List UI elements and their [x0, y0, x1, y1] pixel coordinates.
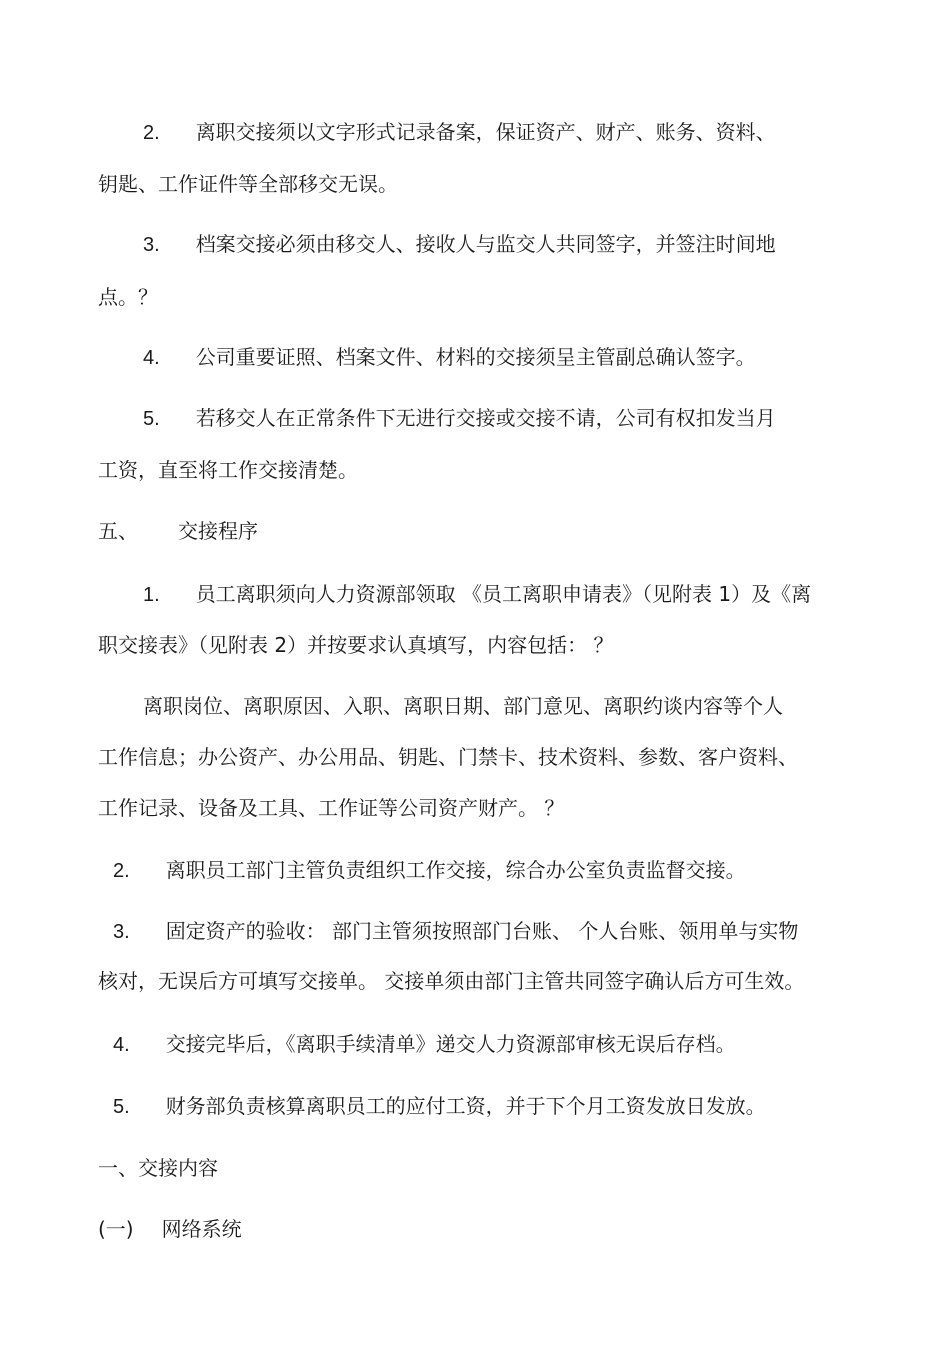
- procedure-para-line-1: 离职岗位、离职原因、入职、离职日期、部门意见、离职约谈内容等个人: [143, 694, 783, 718]
- procedure-4: [113, 1030, 893, 1059]
- subsection-heading-1: [98, 1215, 878, 1243]
- item-number: 4.: [113, 1034, 130, 1056]
- procedure-para-line-2: 工作信息；办公资产、办公用品、钥匙、门禁卡、技术资料、参数、客户资料、: [98, 745, 798, 769]
- procedure-2: [113, 856, 893, 885]
- item-4-line-1: [143, 343, 923, 372]
- section-number: 五、: [98, 519, 138, 543]
- item-number: 5.: [113, 1096, 130, 1118]
- item-text: 离职员工部门主管负责组织工作交接，综合办公室负责监督交接。: [165, 858, 746, 882]
- item-2-line-2: 钥匙、工作证件等全部移交无误。: [98, 172, 398, 196]
- item-number: 5.: [143, 408, 160, 430]
- item-3-line-1: [143, 230, 923, 259]
- item-text: 财务部负责核算离职员工的应付工资，并于下个月工资发放日发放。: [165, 1094, 766, 1118]
- procedure-para-line-3: 工作记录、设备及工具、工作证等公司资产财产。 ？: [98, 796, 565, 820]
- item-number: 3.: [143, 234, 160, 256]
- item-number: 4.: [143, 347, 160, 369]
- procedure-5: [113, 1092, 893, 1121]
- section-title: 交接程序: [178, 519, 258, 543]
- item-text: 交接完毕后，《离职手续清单》递交人力资源部审核无误后存档。: [165, 1032, 736, 1056]
- section-heading-1: 一、交接内容: [98, 1156, 218, 1180]
- item-number: 3.: [113, 921, 130, 943]
- procedure-3-line-2: 核对，无误后方可填写交接单。 交接单须由部门主管共同签字确认后方可生效。: [98, 969, 805, 993]
- item-text: 固定资产的验收： 部门主管须按照部门台账、 个人台账、领用单与实物: [165, 919, 799, 943]
- item-5-line-2: 工资，直至将工作交接清楚。: [98, 458, 358, 482]
- item-number: 2.: [143, 122, 160, 144]
- item-text: 若移交人在正常条件下无进行交接或交接不请，公司有权扣发当月: [195, 406, 776, 430]
- item-2-line-1: [143, 118, 923, 147]
- item-5-line-1: [143, 404, 923, 433]
- item-text: 档案交接必须由移交人、接收人与监交人共同签字，并签注时间地: [195, 232, 776, 256]
- subsection-title: 网络系统: [161, 1217, 242, 1241]
- section-heading-5: [98, 517, 878, 545]
- subsection-number: (一): [98, 1217, 134, 1241]
- item-text: 公司重要证照、档案文件、材料的交接须呈主管副总确认签字。: [195, 345, 756, 369]
- item-3-line-2: 点。？: [98, 285, 158, 309]
- procedure-3-line-1: [113, 917, 893, 946]
- item-number: 2.: [113, 860, 130, 882]
- item-text: 员工离职须向人力资源部领取 《员工离职申请表》（见附表 1）及《离: [195, 582, 812, 606]
- item-text: 离职交接须以文字形式记录备案，保证资产、财产、账务、资料、: [195, 120, 776, 144]
- procedure-1-line-1: [143, 580, 923, 609]
- procedure-1-line-2: 职交接表》（见附表 2）并按要求认真填写，内容包括： ？: [98, 633, 614, 657]
- item-number: 1.: [143, 584, 160, 606]
